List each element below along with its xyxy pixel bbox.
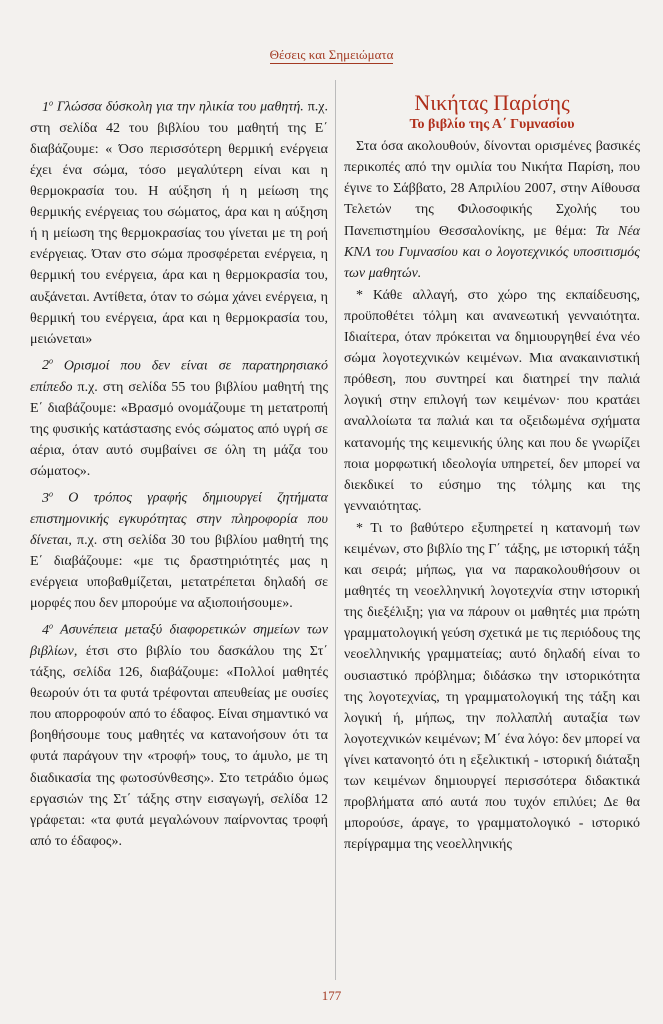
paragraph-2-heading: Ορισμοί που δεν είναι σε παρατηρησιακό επίπεδο [30,358,328,395]
paragraph-2-text: π.χ. στη σελίδα 55 του βιβλίου μαθητή της Ε΄ διαβάζουμε: «Βρασμό ονομάζουμε τη μετατροπή της φυσικής κατάστασης ενός σώματος από υγρή σε αέρια, όταν αυτό συμβαίνει σε όλη τη μάζα του σώματος». [30,379,328,479]
paragraph-1-heading: Γλώσσα δύσκολη για την ηλικία του μαθητή. [53,99,304,115]
column-divider [335,80,336,980]
intro-text: Στα όσα ακολουθούν, δίνονται ορισμένες βασικές περικοπές από την ομιλία του Νικήτα Παρίση, που έγινε το Σάββατο, 28 Απριλίου 2007, στην Αίθουσα Τελετών της Φιλοσοφικής Σχολής του Πανεπιστημίου Θεσσαλονίκης, με θέμα: [344,139,640,239]
right-paragraph-2: * Κάθε αλλαγή, στο χώρο της εκπαίδευσης, προϋποθέτει τόλμη και ανανεωτική γενναιότητα. Ιδιαίτερα, όταν πρόκειται να δημιουργηθεί ένα νέο σώμα λογοτεχνικών κειμένων. Μια ανακαινιστική πρόθεση, που συντηρεί και διατηρεί την παλιά λογική στην επιλογή των κειμένων· που κρατάει αναλλοίωτα τα παλιά και τα οξειδωμένα σχήματα κατανομής της κειμενικής ύλης και που δε γνωρίζει ποια μορφωτική ιδεολογία υπηρετεί, δεν μπορεί να διεκδικεί το εύσημο της τόλμης και της γενναιότητας. [344,287,640,514]
paragraph-1-number: $1^o$ [42,98,53,115]
running-header [0,47,663,63]
paragraph-3 [30,483,328,614]
intro-topic: Τα Νέα ΚΝΛ του Γυμνασίου και ο λογοτεχνικός υποσιτισμός των μαθητών. [344,223,640,281]
paragraph-4-heading: Ασυνέπεια μεταξύ διαφορετικών σημείων των βιβλίων, [30,622,328,659]
paragraph-1 [30,92,328,350]
running-header-title: Θέσεις και Σημειώματα [269,47,394,62]
paragraph-1-text: π.χ. στη σελίδα 42 του βιβλίου του μαθητή της Ε΄ διαβάζουμε: « Όσο περισσότερη θερμική ενέργεια έχει ένα σώμα, τόσο μεγαλύτερη είναι και η θερμοκρασία του. Η αύξηση ή η μείωση της θερμικής ενέργειας του σώματος, άρα και η αύξηση ή η μείωση της θερμοκρασίας του γίνεται με τη ροή ενέργειας. Όταν στο σώμα προσφέρεται ενέργεια, η θερμική του ενέργεια, άρα και η θερμοκρασία του, αυξάνεται. Αντίθετα, όταν το σώμα χάνει ενέργεια, η θερμική του ενέργεια, άρα και η θερμοκρασία του, μειώνεται» [30,99,328,347]
paragraph-3-text: π.χ. στη σελίδα 30 του βιβλίου μαθητή της Ε΄ διαβάζουμε: «με τις δραστηριότητές μας η ενέργεια υποβαθμίζεται, μετατρέπεται δηλαδή σε μορφές που δεν μπορούμε να αξιοποιήσουμε». [30,532,328,612]
paragraph-2 [30,351,328,482]
paragraph-2-number: $2^o$ [42,356,53,374]
intro-paragraph [344,136,640,284]
left-column [30,92,328,852]
page-number: 177 [321,988,342,1003]
right-paragraph-3: * Τι το βαθύτερο εξυπηρετεί η κατανομή των κειμένων, στο βιβλίο της Γ΄ τάξης, με ιστορική τάξη και σειρά; μήπως, για να παρακολουθήσουν οι μαθητές τη νεοελληνική λογοτεχνία στην ιστορική της διεξέλιξη; για να πάρουν οι μαθητές μια πρώτη γραμματολογική γεύση σχετικά με τις περιόδους της νεοελληνικής γραμματείας; αυτό δηλαδή είναι το ουσιαστικό πρόβλημα; διδάσκω την ιστορικότητα της λογοτεχνίας, τη γραμματολογική της τάξη και λογική ή, μήπως, την πολλαπλή αυταξία των λογοτεχνικών κειμένων; Μ΄ ένα λόγο: δεν μπορεί να γίνει κατανοητό ότι η εξελικτική - ιστορική διάταξη των κειμένων δημιουργεί περισσότερα διδακτικά προβλήματα από αυτά που τυχόν επιλύει; Δε θα μπορούσε, άραγε, το γραμματολογικό - ιστορικό περίγραμμα της νεοελληνικής [344,520,640,853]
paragraph-4 [30,615,328,852]
paragraph-4-number: $4^o$ [42,621,53,638]
paragraph-3-number: $3^o$ [42,489,53,506]
paragraph-3-heading: Ο τρόπος γραφής δημιουργεί ζητήματα επιστημονικής εγκυρότητας στην πληροφορία που δίνεται, [30,490,328,548]
article-author: Νικήτας Παρίσης [414,90,570,115]
right-column [344,92,640,855]
article-subtitle: Το βιβλίο της Α΄ Γυμνασίου [409,117,575,133]
paragraph-4-text: έτσι στο βιβλίο του δασκάλου της Στ΄ τάξης, σελίδα 126, διαβάζουμε: «Πολλοί μαθητές θεωρούν ότι τα φυτά τρέφονται απευθείας με ουσίες που απορροφούν από το έδαφος. Είναι σημαντικό να βοηθήσουμε τους μαθητές να κατανοήσουν ότι τα φυτά παράγουν την «τροφή» τους, το άμυλο, με τη διαδικασία της φωτοσύνθεσης». Στο τετράδιο όμως εργασιών της Στ΄ τάξης στην εισαγωγή, σελίδα 12 γράφεται: «τα φυτά μεγαλώνουν παίρνοντας τροφή από το έδαφος». [30,643,328,849]
